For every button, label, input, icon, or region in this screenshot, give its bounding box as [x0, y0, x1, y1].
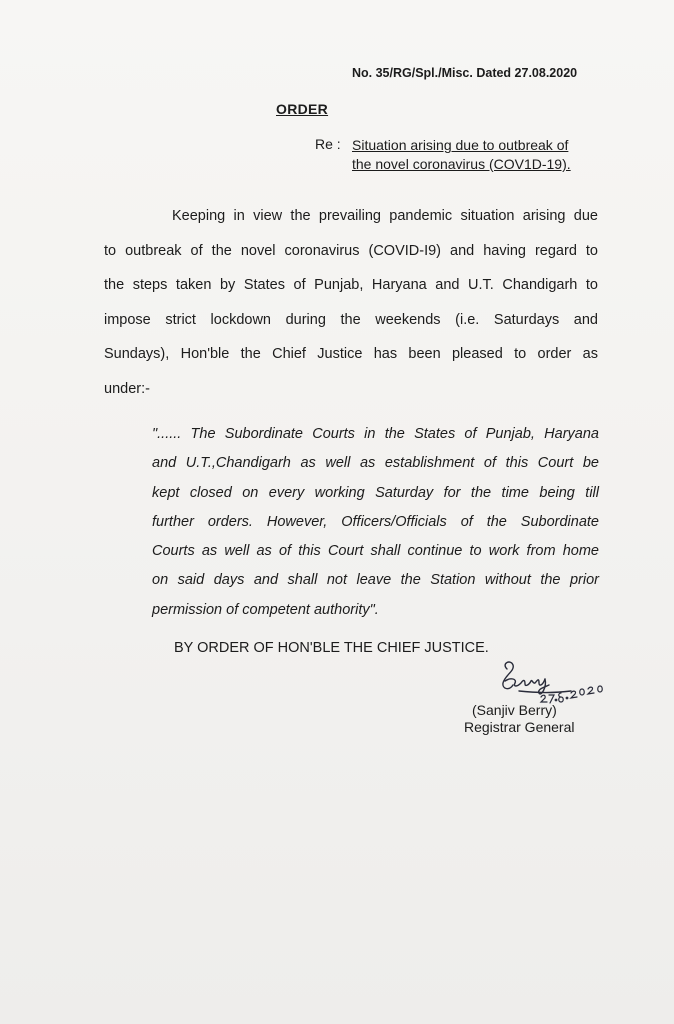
body-line: Keeping in view the prevailing pandemic situation arising due [172, 208, 598, 224]
body-line: Sundays), Hon'ble the Chief Justice has been pleased to order as [104, 346, 598, 362]
quote-line: "...... The Subordinate Courts in the States of Punjab, Haryana [152, 426, 599, 442]
reference-number: No. 35/RG/Spl./Misc. Dated 27.08.2020 [352, 66, 578, 80]
re-subject-line: the novel coronavirus (COV1D-19). [352, 156, 571, 172]
body-line: the steps taken by States of Punjab, Haryana and U.T. Chandigarh to [104, 277, 598, 293]
quote-line: and U.T.,Chandigarh as well as establishment of this Court be [152, 455, 599, 472]
by-order-line: BY ORDER OF HON'BLE THE CHIEF JUSTICE. [174, 640, 489, 656]
re-label: Re : [315, 136, 341, 152]
document-heading: ORDER [276, 101, 329, 117]
body-line: to outbreak of the novel coronavirus (COVID-I9) and having regard to [104, 242, 598, 259]
signatory-title: Registrar General [464, 719, 575, 735]
quote-line: further orders. However, Officers/Officials of the Subordinate [152, 513, 599, 530]
quote-line: permission of competent authority". [152, 601, 379, 618]
handwritten-signature [497, 657, 617, 705]
quote-line: Courts as well as of this Court shall continue to work from home [152, 543, 599, 560]
signatory-name: (Sanjiv Berry) [472, 702, 557, 718]
re-subject-line: Situation arising due to outbreak of [352, 137, 569, 153]
body-line: under:- [104, 380, 150, 397]
body-paragraph [104, 204, 598, 411]
quote-line: on said days and shall not leave the Station without the prior [152, 572, 599, 589]
re-subject [352, 136, 571, 174]
order-quote [152, 423, 599, 628]
quote-line: kept closed on every working Saturday for the time being till [152, 484, 599, 501]
body-line: impose strict lockdown during the weekends (i.e. Saturdays and [104, 311, 598, 328]
